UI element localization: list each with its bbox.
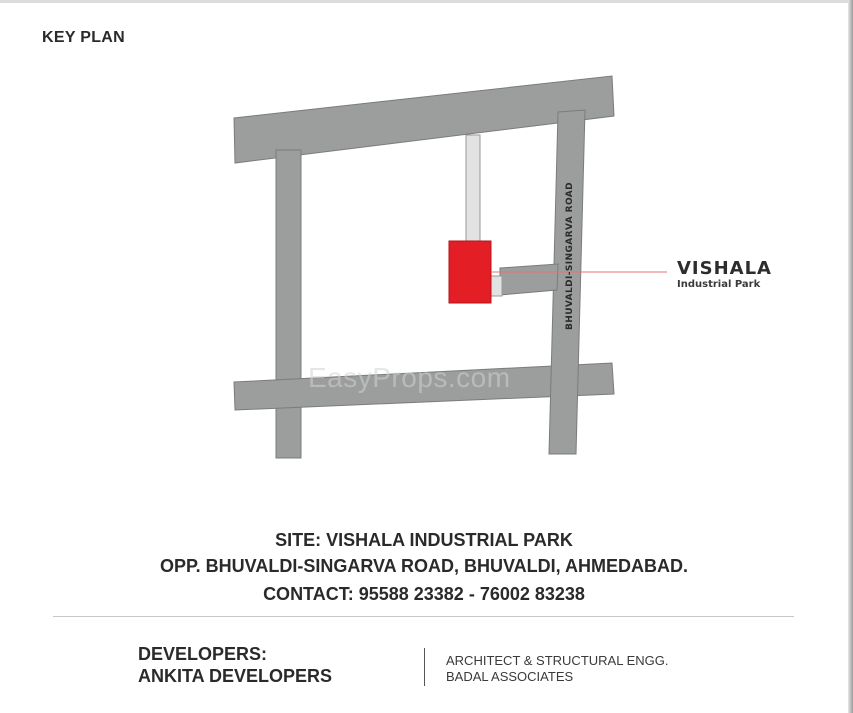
developers-name: ANKITA DEVELOPERS [138,666,333,686]
brand-subtitle: Industrial Park [677,279,761,290]
vertical-divider [424,648,425,686]
site-plot [449,241,491,303]
site-contact: CONTACT: 95588 23382 - 76002 83238 [263,584,585,604]
road-label: BHUVALDI-SINGARVA ROAD [565,182,575,330]
access-lane-east [490,276,502,296]
section-divider [53,616,794,617]
page-edge-shadow [848,0,853,713]
site-name: SITE: VISHALA INDUSTRIAL PARK [275,530,573,550]
access-lane-north [466,135,480,243]
brand-logo [677,258,772,291]
brand-name: VISHALA [677,258,772,279]
road-west [276,150,301,458]
developers-block [138,643,332,687]
watermark: EasyProps.com [308,362,511,393]
architect-name: BADAL ASSOCIATES [446,669,574,684]
site-details [0,527,848,607]
architect-label: ARCHITECT & STRUCTURAL ENGG. [446,653,669,668]
architect-block [446,653,668,685]
road-connector [500,264,558,295]
key-plan-heading: KEY PLAN [42,29,126,46]
site-address: OPP. BHUVALDI-SINGARVA ROAD, BHUVALDI, AHMEDABAD. [159,556,689,576]
developers-label: DEVELOPERS: [138,644,268,664]
